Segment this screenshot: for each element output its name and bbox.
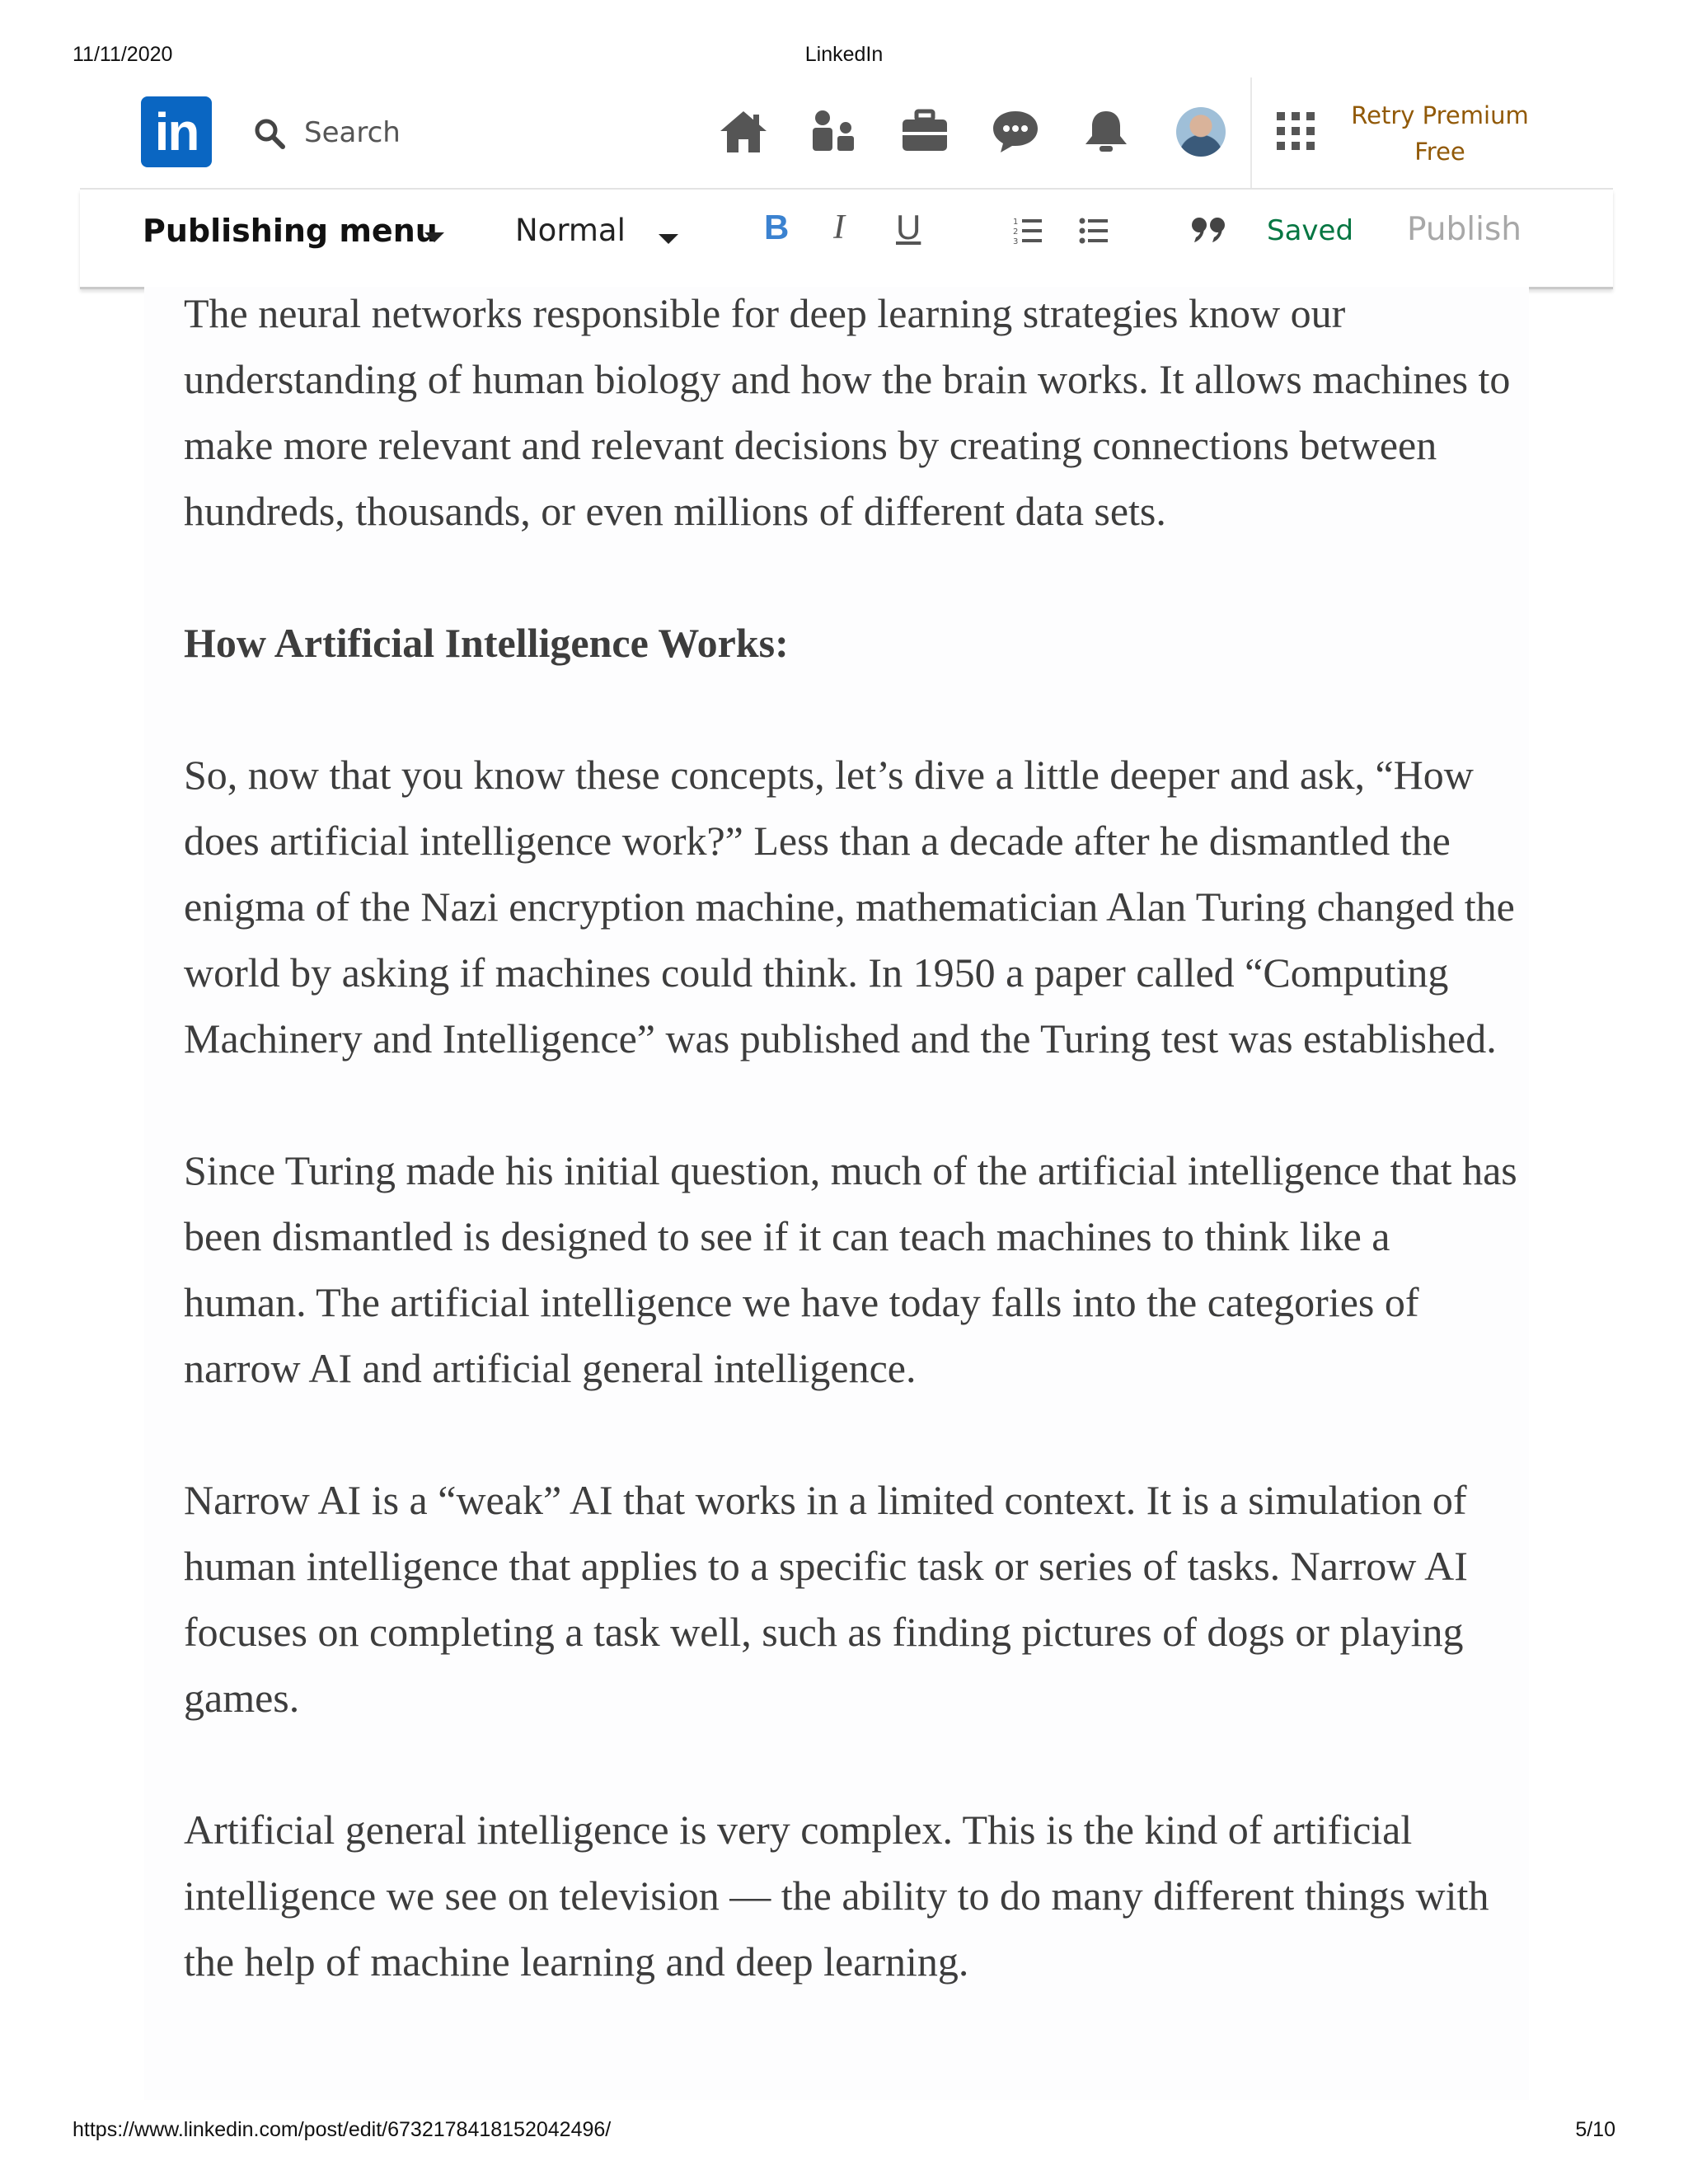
chevron-down-icon[interactable] — [659, 234, 678, 244]
article-paragraph[interactable]: Artificial general intelligence is very complex. This is the kind of artificial intelligence we see on television — the ability to do many different things with the help of machine learning and deep learning. — [184, 1807, 1489, 1985]
chevron-down-icon[interactable] — [424, 232, 444, 242]
publishing-menu-button[interactable] — [143, 213, 438, 249]
global-nav — [80, 77, 1613, 190]
apps-grid-icon[interactable] — [1267, 102, 1325, 160]
print-url: https://www.linkedin.com/post/edit/6732178418152042496/ — [73, 2118, 612, 2141]
print-date: 11/11/2020 — [73, 43, 173, 66]
article-paragraph[interactable]: Since Turing made his initial question, much of the artificial intelligence that has been dismantled is designed to see if it can teach machines to think like a human. The artificial intelligence we have today falls into the categories of narrow AI and artificial general intelligence. — [184, 1147, 1517, 1391]
print-page-number: 5/10 — [1575, 2118, 1615, 2141]
underline-button[interactable]: U — [896, 208, 921, 246]
jobs-icon[interactable] — [896, 102, 954, 160]
linkedin-editor-frame — [80, 77, 1613, 287]
logo-text: in — [154, 102, 199, 162]
style-select-value: Normal — [515, 213, 626, 248]
italic-button[interactable]: I — [833, 209, 845, 246]
notifications-icon[interactable] — [1077, 102, 1135, 160]
linkedin-logo[interactable] — [141, 96, 212, 167]
numbered-list-icon[interactable] — [1013, 216, 1043, 244]
publishing-menu-label: Publishing menu — [143, 213, 438, 249]
saved-status: Saved — [1267, 214, 1354, 247]
publish-button[interactable]: Publish — [1407, 211, 1522, 248]
retry-premium-link[interactable] — [1349, 97, 1531, 170]
svg-text:3: 3 — [1013, 237, 1019, 244]
messaging-icon[interactable] — [987, 102, 1044, 160]
avatar[interactable] — [1176, 107, 1226, 157]
nav-divider — [1250, 77, 1252, 188]
svg-text:2: 2 — [1013, 227, 1019, 237]
article-body[interactable] — [184, 280, 1519, 2060]
bulleted-list-icon[interactable] — [1079, 216, 1109, 244]
print-title: LinkedIn — [804, 43, 884, 66]
article-paragraph[interactable]: Narrow AI is a “weak” AI that works in a limited context. It is a simulation of human intelligence that applies to a specific task or series of tasks. Narrow AI focuses on completing a task well, such as finding pictures of dogs or playing games. — [184, 1477, 1468, 1721]
article-heading[interactable]: How Artificial Intelligence Works: — [184, 620, 789, 666]
search-icon — [253, 117, 286, 150]
home-icon[interactable] — [715, 102, 772, 160]
article-paragraph[interactable]: So, now that you know these concepts, let’s dive a little deeper and ask, “How does artificial intelligence work?” Less than a decade after he dismantled the enigma of the Nazi encryption machine, mathematician Alan Turing changed the world by asking if machines could think. In 1950 a paper called “Computing Machinery and Intelligence” was published and the Turing test was established. — [184, 752, 1515, 1062]
search-input[interactable] — [302, 114, 504, 152]
publishing-toolbar — [80, 190, 1613, 289]
style-select[interactable] — [515, 213, 626, 248]
bold-button[interactable]: B — [764, 208, 790, 246]
premium-line-2: Free — [1414, 138, 1465, 166]
premium-line-1: Retry Premium — [1351, 101, 1529, 129]
svg-text:1: 1 — [1013, 218, 1019, 227]
search-box[interactable] — [253, 110, 517, 157]
quote-icon[interactable] — [1191, 216, 1227, 244]
article-paragraph[interactable]: The neural networks responsible for deep learning strategies know our understanding of human biology and how the brain works. It allows machines to make more relevant and relevant decisions by creating connections between hundreds, thousands, or even millions of different data sets. — [184, 290, 1511, 534]
network-icon[interactable] — [805, 102, 863, 160]
